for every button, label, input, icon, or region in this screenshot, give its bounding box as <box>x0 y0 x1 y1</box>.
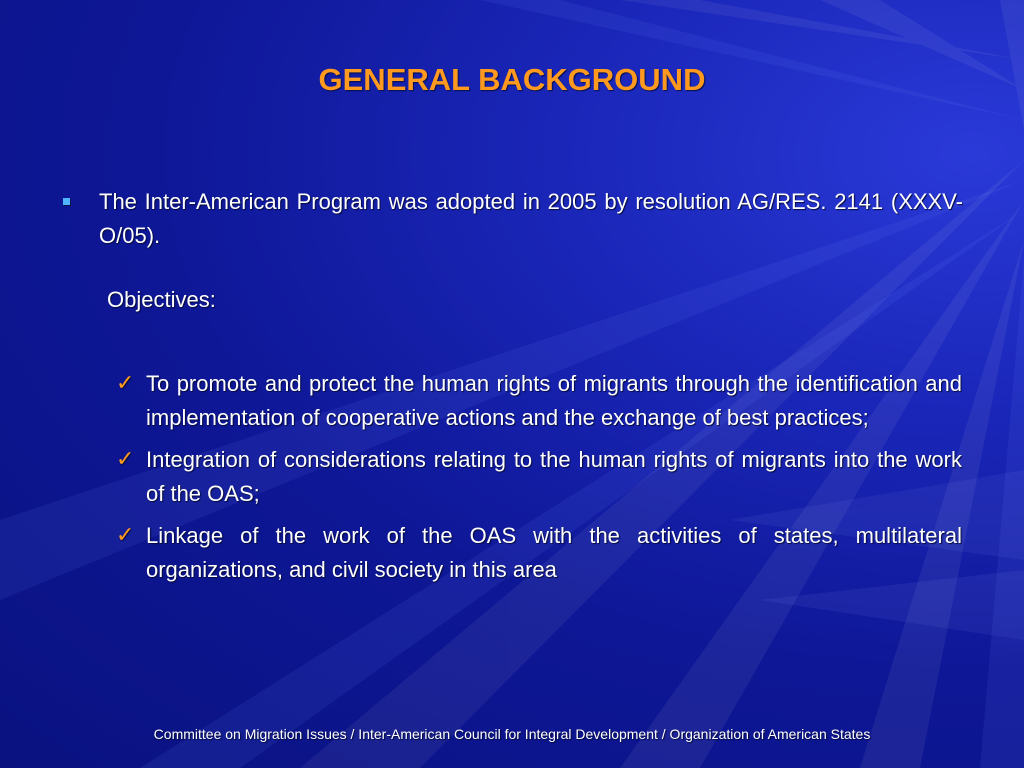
intro-bullet-text: The Inter-American Program was adopted in 2005 by resolution AG/RES. 2141 (XXXV-O/05). <box>99 189 963 248</box>
list-item <box>116 443 962 511</box>
slide-footer: Committee on Migration Issues / Inter-American Council for Integral Development / Organization of American States <box>153 726 871 742</box>
checkmark-icon: ✓ <box>116 371 135 396</box>
slide-title: GENERAL BACKGROUND <box>318 62 706 97</box>
intro-bullet <box>63 185 963 253</box>
list-item <box>116 367 962 435</box>
checkmark-icon: ✓ <box>116 523 135 548</box>
objective-text: Linkage of the work of the OAS with the activities of states, multilateral organizations, and civil society in this area <box>146 523 962 582</box>
square-bullet-icon <box>63 198 70 205</box>
objectives-label: Objectives: <box>107 287 216 312</box>
list-item <box>116 519 962 587</box>
objectives-list <box>116 367 962 595</box>
objective-text: To promote and protect the human rights of migrants through the identification and implementation of cooperative actions and the exchange of best practices; <box>146 371 962 430</box>
objective-text: Integration of considerations relating to the human rights of migrants into the work of the OAS; <box>146 447 962 506</box>
checkmark-icon: ✓ <box>116 447 135 472</box>
